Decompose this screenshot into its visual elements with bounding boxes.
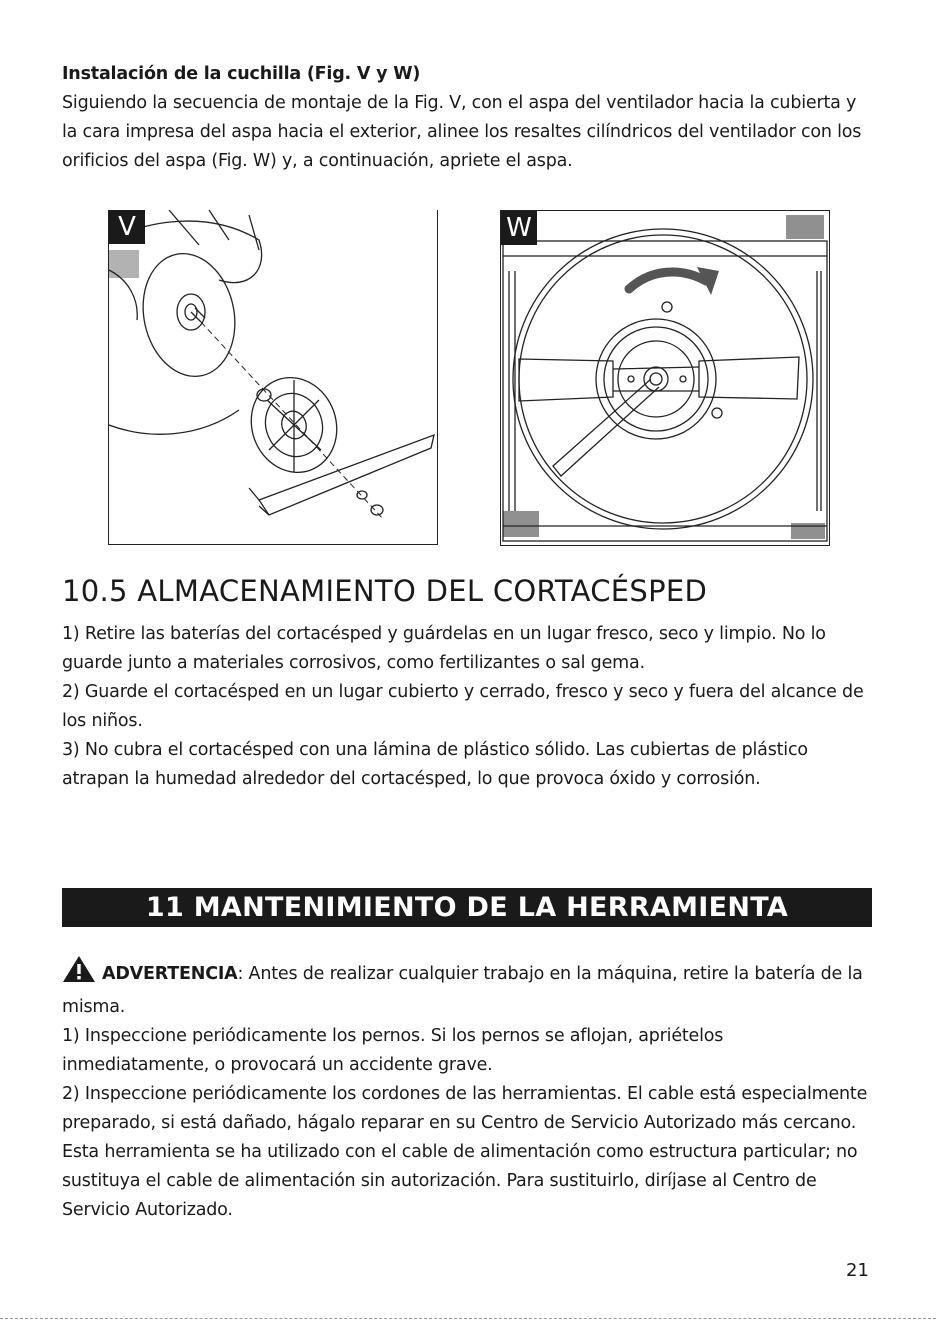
figure-v-illustration: [109, 210, 437, 544]
maintenance-item-1: 1) Inspeccione periódicamente los pernos. Si los pernos se aflojan, apriételos inmediatamente, o provocará un accidente grave.: [62, 1026, 724, 1075]
page-number: 21: [846, 1260, 869, 1281]
blade-installation-title: Instalación de la cuchilla (Fig. V y W): [62, 64, 421, 84]
page-bottom-divider: [0, 1318, 936, 1319]
figure-w: [500, 210, 830, 546]
storage-section-title: 10.5 ALMACENAMIENTO DEL CORTACÉSPED: [62, 574, 708, 608]
warning-text: : Antes de realizar cualquier trabajo en la máquina, retire la batería de la misma.: [62, 964, 863, 1017]
storage-item-2: 2) Guarde el cortacésped en un lugar cubierto y cerrado, fresco y seco y fuera del alcance de los niños.: [62, 682, 864, 731]
storage-item-3: 3) No cubra el cortacésped con una lámina de plástico sólido. Las cubiertas de plástico atrapan la humedad alrededor del cortacésped, lo que provoca óxido y corrosión.: [62, 740, 808, 789]
blade-installation-section: [62, 60, 874, 176]
figure-v-label: V: [109, 210, 145, 244]
figure-w-illustration: [501, 211, 829, 545]
warning-paragraph: [62, 955, 874, 1022]
storage-item-1: 1) Retire las baterías del cortacésped y guárdelas en un lugar fresco, seco y limpio. No lo guarde junto a materiales corrosivos, como fertilizantes o sal gema.: [62, 624, 826, 673]
maintenance-banner: 11 MANTENIMIENTO DE LA HERRAMIENTA: [62, 888, 872, 927]
storage-section: [62, 620, 874, 794]
blade-installation-text: Siguiendo la secuencia de montaje de la Fig. V, con el aspa del ventilador hacia la cubierta y la cara impresa del aspa hacia el exterior, alinee los resaltes cilíndricos del ventilador con los orificios del aspa (Fig. W) y, a continuación, apriete el aspa.: [62, 93, 862, 171]
maintenance-item-2: 2) Inspeccione periódicamente los cordones de las herramientas. El cable está especialmente preparado, si está dañado, hágalo reparar en su Centro de Servicio Autorizado más cercano. Esta herramienta se ha utilizado con el cable de alimentación como estructura particular; no sustituya el cable de alimentación sin autorización. Para sustituirlo, diríjase al Centro de Servicio Autorizado.: [62, 1084, 868, 1220]
figure-w-label: W: [501, 211, 537, 245]
warning-triangle-icon: [62, 955, 96, 993]
maintenance-section: [62, 955, 874, 1225]
figure-v: [108, 210, 438, 545]
warning-label: ADVERTENCIA: [102, 964, 238, 984]
